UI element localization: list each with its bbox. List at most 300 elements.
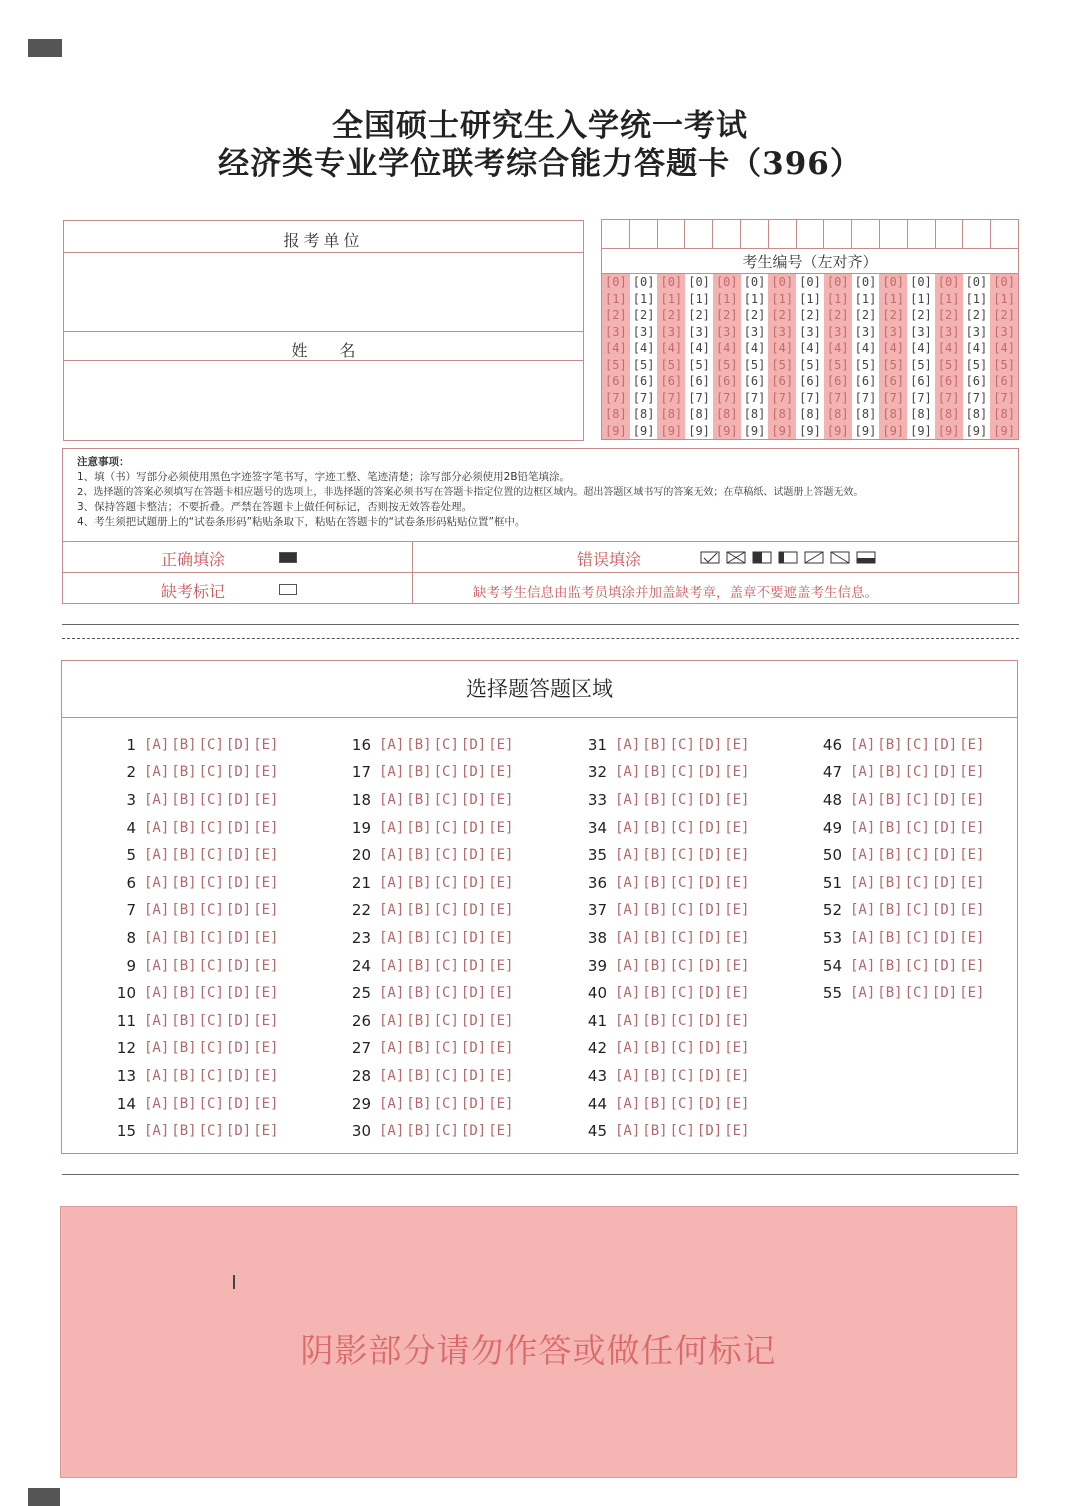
- exam-id-bubble[interactable]: [1]: [910, 291, 932, 306]
- answer-bubble[interactable]: [E]: [253, 902, 279, 919]
- answer-bubble[interactable]: [B]: [171, 819, 197, 836]
- answer-bubble[interactable]: [B]: [171, 764, 197, 781]
- exam-id-bubble[interactable]: [4]: [993, 341, 1015, 355]
- exam-id-bubble[interactable]: [8]: [826, 407, 849, 421]
- answer-bubble[interactable]: [B]: [642, 736, 668, 753]
- answer-bubble[interactable]: [E]: [253, 957, 279, 974]
- answer-bubble[interactable]: [A]: [850, 985, 876, 1002]
- answer-bubble[interactable]: [A]: [379, 791, 405, 808]
- exam-id-bubble[interactable]: [6]: [993, 374, 1015, 388]
- answer-bubble[interactable]: [A]: [144, 902, 170, 919]
- answer-bubble[interactable]: [E]: [959, 874, 985, 891]
- exam-id-bubble[interactable]: [1]: [965, 291, 988, 306]
- exam-id-bubble[interactable]: [4]: [771, 341, 794, 355]
- answer-bubble[interactable]: [E]: [253, 985, 279, 1002]
- answer-bubble[interactable]: [B]: [171, 929, 197, 946]
- exam-id-bubble[interactable]: [3]: [826, 324, 849, 339]
- exam-id-bubble[interactable]: [6]: [826, 374, 849, 388]
- exam-id-bubble[interactable]: [5]: [826, 357, 849, 372]
- answer-bubble[interactable]: [E]: [724, 874, 750, 891]
- answer-bubble[interactable]: [C]: [669, 985, 695, 1002]
- answer-bubble[interactable]: [E]: [488, 1095, 514, 1112]
- exam-id-bubble[interactable]: [0]: [993, 275, 1015, 289]
- exam-id-bubble[interactable]: [5]: [743, 357, 766, 372]
- answer-bubble[interactable]: [C]: [904, 736, 930, 753]
- exam-id-bubble[interactable]: [0]: [965, 275, 988, 289]
- exam-id-bubble[interactable]: [0]: [715, 275, 738, 289]
- answer-bubble[interactable]: [C]: [433, 736, 459, 753]
- answer-bubble[interactable]: [A]: [615, 1012, 641, 1029]
- answer-bubble[interactable]: [A]: [144, 1095, 170, 1112]
- answer-bubble[interactable]: [C]: [669, 736, 695, 753]
- exam-id-bubble[interactable]: [0]: [632, 275, 655, 289]
- exam-id-bubble[interactable]: [9]: [715, 423, 738, 438]
- answer-bubble[interactable]: [C]: [198, 819, 224, 836]
- answer-bubble[interactable]: [A]: [379, 929, 405, 946]
- answer-bubble[interactable]: [A]: [144, 929, 170, 946]
- exam-id-write-row[interactable]: [602, 220, 1018, 248]
- exam-id-bubble[interactable]: [7]: [799, 390, 821, 405]
- answer-bubble[interactable]: [D]: [225, 929, 252, 946]
- answer-bubble[interactable]: [D]: [460, 1040, 487, 1057]
- exam-id-bubble[interactable]: [4]: [854, 341, 877, 355]
- answer-bubble[interactable]: [A]: [615, 736, 641, 753]
- exam-id-bubble[interactable]: [6]: [910, 374, 932, 388]
- answer-bubble[interactable]: [C]: [904, 764, 930, 781]
- answer-bubble[interactable]: [E]: [724, 1123, 750, 1140]
- answer-bubble[interactable]: [C]: [198, 874, 224, 891]
- answer-bubble[interactable]: [D]: [696, 902, 723, 919]
- exam-id-bubble[interactable]: [1]: [715, 291, 738, 306]
- exam-id-bubble[interactable]: [1]: [937, 291, 960, 306]
- exam-id-bubble[interactable]: [7]: [771, 390, 794, 405]
- exam-id-bubble[interactable]: [7]: [910, 390, 932, 405]
- answer-bubble[interactable]: [D]: [696, 1067, 723, 1084]
- exam-id-bubble[interactable]: [2]: [743, 308, 766, 322]
- exam-id-bubble[interactable]: [0]: [910, 275, 932, 289]
- answer-bubble[interactable]: [C]: [433, 929, 459, 946]
- exam-id-bubble[interactable]: [0]: [743, 275, 766, 289]
- answer-bubble[interactable]: [D]: [931, 929, 958, 946]
- answer-bubble[interactable]: [B]: [642, 1095, 668, 1112]
- answer-bubble[interactable]: [D]: [460, 736, 487, 753]
- answer-bubble[interactable]: [A]: [379, 902, 405, 919]
- answer-bubble[interactable]: [C]: [669, 1095, 695, 1112]
- answer-bubble[interactable]: [B]: [171, 1012, 197, 1029]
- answer-bubble[interactable]: [C]: [433, 791, 459, 808]
- exam-id-bubble[interactable]: [6]: [715, 374, 738, 388]
- exam-id-bubble[interactable]: [9]: [993, 423, 1015, 438]
- exam-id-bubble[interactable]: [1]: [826, 291, 849, 306]
- exam-id-bubble[interactable]: [7]: [632, 390, 655, 405]
- answer-bubble[interactable]: [D]: [696, 1095, 723, 1112]
- answer-bubble[interactable]: [A]: [144, 847, 170, 864]
- exam-id-bubble[interactable]: [2]: [910, 308, 932, 322]
- answer-bubble[interactable]: [A]: [144, 736, 170, 753]
- exam-id-bubble[interactable]: [4]: [743, 341, 766, 355]
- answer-bubble[interactable]: [D]: [696, 1123, 723, 1140]
- exam-id-bubble[interactable]: [2]: [632, 308, 655, 322]
- exam-id-bubble[interactable]: [3]: [605, 324, 627, 339]
- answer-bubble[interactable]: [D]: [696, 1040, 723, 1057]
- answer-bubble[interactable]: [C]: [433, 1123, 459, 1140]
- answer-bubble[interactable]: [E]: [253, 929, 279, 946]
- answer-bubble[interactable]: [C]: [198, 957, 224, 974]
- answer-bubble[interactable]: [E]: [724, 1012, 750, 1029]
- answer-bubble[interactable]: [D]: [225, 764, 252, 781]
- exam-id-bubble[interactable]: [2]: [937, 308, 960, 322]
- answer-bubble[interactable]: [E]: [724, 819, 750, 836]
- exam-id-bubble[interactable]: [3]: [688, 324, 710, 339]
- answer-bubble[interactable]: [D]: [696, 1012, 723, 1029]
- exam-id-bubble[interactable]: [0]: [799, 275, 821, 289]
- answer-bubble[interactable]: [B]: [406, 847, 432, 864]
- exam-id-bubble[interactable]: [9]: [965, 423, 988, 438]
- exam-id-bubble[interactable]: [0]: [688, 275, 710, 289]
- exam-id-bubble[interactable]: [1]: [743, 291, 766, 306]
- answer-bubble[interactable]: [C]: [198, 902, 224, 919]
- answer-bubble[interactable]: [E]: [488, 791, 514, 808]
- exam-id-bubble[interactable]: [6]: [799, 374, 821, 388]
- answer-bubble[interactable]: [C]: [904, 985, 930, 1002]
- answer-bubble[interactable]: [A]: [379, 985, 405, 1002]
- answer-bubble[interactable]: [D]: [460, 957, 487, 974]
- answer-bubble[interactable]: [A]: [144, 874, 170, 891]
- exam-id-bubble[interactable]: [3]: [632, 324, 655, 339]
- answer-bubble[interactable]: [D]: [460, 902, 487, 919]
- answer-bubble[interactable]: [B]: [877, 902, 903, 919]
- answer-bubble[interactable]: [B]: [406, 1040, 432, 1057]
- exam-id-bubble[interactable]: [2]: [799, 308, 821, 322]
- answer-bubble[interactable]: [D]: [225, 736, 252, 753]
- answer-bubble[interactable]: [B]: [171, 985, 197, 1002]
- answer-bubble[interactable]: [E]: [724, 1067, 750, 1084]
- exam-id-bubble[interactable]: [2]: [715, 308, 738, 322]
- answer-bubble[interactable]: [B]: [877, 929, 903, 946]
- exam-id-bubble[interactable]: [8]: [715, 407, 738, 421]
- answer-bubble[interactable]: [E]: [253, 764, 279, 781]
- exam-id-bubble[interactable]: [8]: [882, 407, 905, 421]
- answer-bubble[interactable]: [C]: [904, 819, 930, 836]
- answer-bubble[interactable]: [E]: [959, 791, 985, 808]
- exam-id-bubble[interactable]: [8]: [854, 407, 877, 421]
- answer-bubble[interactable]: [B]: [171, 1040, 197, 1057]
- answer-bubble[interactable]: [D]: [696, 847, 723, 864]
- answer-bubble[interactable]: [E]: [253, 1123, 279, 1140]
- answer-bubble[interactable]: [B]: [171, 957, 197, 974]
- exam-id-bubble[interactable]: [3]: [660, 324, 683, 339]
- answer-bubble[interactable]: [A]: [144, 1040, 170, 1057]
- answer-bubble[interactable]: [E]: [488, 736, 514, 753]
- answer-bubble[interactable]: [C]: [669, 929, 695, 946]
- answer-bubble[interactable]: [C]: [198, 985, 224, 1002]
- answer-bubble[interactable]: [E]: [488, 929, 514, 946]
- answer-bubble[interactable]: [C]: [669, 1040, 695, 1057]
- exam-id-bubble[interactable]: [6]: [937, 374, 960, 388]
- exam-id-bubble[interactable]: [3]: [799, 324, 821, 339]
- answer-bubble[interactable]: [C]: [198, 791, 224, 808]
- exam-id-bubble[interactable]: [5]: [715, 357, 738, 372]
- answer-bubble[interactable]: [E]: [724, 985, 750, 1002]
- answer-bubble[interactable]: [D]: [460, 819, 487, 836]
- answer-bubble[interactable]: [D]: [696, 929, 723, 946]
- answer-bubble[interactable]: [D]: [696, 819, 723, 836]
- exam-id-bubble[interactable]: [8]: [743, 407, 766, 421]
- answer-bubble[interactable]: [C]: [669, 819, 695, 836]
- answer-bubble[interactable]: [B]: [877, 791, 903, 808]
- exam-id-bubble[interactable]: [9]: [660, 423, 683, 438]
- answer-bubble[interactable]: [E]: [959, 902, 985, 919]
- answer-bubble[interactable]: [D]: [931, 957, 958, 974]
- exam-id-bubble[interactable]: [5]: [660, 357, 683, 372]
- exam-id-bubble[interactable]: [2]: [993, 308, 1015, 322]
- answer-bubble[interactable]: [C]: [669, 764, 695, 781]
- exam-id-bubble[interactable]: [2]: [826, 308, 849, 322]
- answer-bubble[interactable]: [D]: [931, 874, 958, 891]
- exam-id-bubble[interactable]: [9]: [854, 423, 877, 438]
- exam-id-bubble[interactable]: [6]: [605, 374, 627, 388]
- answer-bubble[interactable]: [B]: [642, 1067, 668, 1084]
- exam-id-bubble[interactable]: [0]: [771, 275, 794, 289]
- answer-bubble[interactable]: [C]: [904, 874, 930, 891]
- answer-bubble[interactable]: [A]: [850, 764, 876, 781]
- answer-bubble[interactable]: [D]: [460, 847, 487, 864]
- exam-id-bubble[interactable]: [9]: [826, 423, 849, 438]
- answer-bubble[interactable]: [A]: [615, 1123, 641, 1140]
- answer-bubble[interactable]: [B]: [406, 1067, 432, 1084]
- answer-bubble[interactable]: [A]: [144, 957, 170, 974]
- exam-id-bubble[interactable]: [4]: [965, 341, 988, 355]
- answer-bubble[interactable]: [E]: [724, 902, 750, 919]
- answer-bubble[interactable]: [C]: [198, 1095, 224, 1112]
- answer-bubble[interactable]: [C]: [669, 1012, 695, 1029]
- answer-bubble[interactable]: [A]: [850, 847, 876, 864]
- exam-id-bubble[interactable]: [6]: [743, 374, 766, 388]
- exam-id-bubble[interactable]: [6]: [632, 374, 655, 388]
- exam-id-bubble[interactable]: [3]: [743, 324, 766, 339]
- answer-bubble[interactable]: [A]: [615, 764, 641, 781]
- answer-bubble[interactable]: [D]: [225, 1040, 252, 1057]
- answer-bubble[interactable]: [A]: [615, 1040, 641, 1057]
- answer-bubble[interactable]: [A]: [379, 764, 405, 781]
- answer-bubble[interactable]: [E]: [253, 736, 279, 753]
- answer-bubble[interactable]: [D]: [225, 874, 252, 891]
- answer-bubble[interactable]: [B]: [171, 1123, 197, 1140]
- answer-bubble[interactable]: [B]: [406, 985, 432, 1002]
- answer-bubble[interactable]: [D]: [460, 985, 487, 1002]
- answer-bubble[interactable]: [A]: [379, 736, 405, 753]
- answer-bubble[interactable]: [C]: [198, 1123, 224, 1140]
- exam-id-bubble[interactable]: [7]: [605, 390, 627, 405]
- answer-bubble[interactable]: [A]: [379, 1012, 405, 1029]
- answer-bubble[interactable]: [B]: [406, 874, 432, 891]
- exam-id-bubble[interactable]: [5]: [910, 357, 932, 372]
- exam-id-bubble[interactable]: [5]: [882, 357, 905, 372]
- answer-bubble[interactable]: [B]: [642, 764, 668, 781]
- exam-id-bubble[interactable]: [3]: [937, 324, 960, 339]
- exam-id-bubble[interactable]: [8]: [632, 407, 655, 421]
- answer-bubble[interactable]: [C]: [669, 847, 695, 864]
- answer-bubble[interactable]: [B]: [642, 957, 668, 974]
- answer-bubble[interactable]: [B]: [406, 791, 432, 808]
- answer-bubble[interactable]: [D]: [225, 985, 252, 1002]
- exam-id-bubble[interactable]: [1]: [993, 291, 1015, 306]
- answer-bubble[interactable]: [E]: [253, 1067, 279, 1084]
- exam-id-bubble[interactable]: [5]: [854, 357, 877, 372]
- answer-bubble[interactable]: [D]: [225, 791, 252, 808]
- answer-bubble[interactable]: [B]: [406, 902, 432, 919]
- answer-bubble[interactable]: [A]: [850, 736, 876, 753]
- answer-bubble[interactable]: [B]: [877, 819, 903, 836]
- answer-bubble[interactable]: [C]: [433, 1012, 459, 1029]
- exam-id-bubble[interactable]: [3]: [854, 324, 877, 339]
- exam-id-bubble[interactable]: [7]: [743, 390, 766, 405]
- exam-id-bubble[interactable]: [1]: [605, 291, 627, 306]
- answer-bubble[interactable]: [A]: [144, 764, 170, 781]
- answer-bubble[interactable]: [E]: [253, 1040, 279, 1057]
- exam-id-bubble[interactable]: [7]: [660, 390, 683, 405]
- answer-bubble[interactable]: [A]: [615, 929, 641, 946]
- answer-bubble[interactable]: [E]: [488, 902, 514, 919]
- answer-bubble[interactable]: [D]: [225, 847, 252, 864]
- exam-id-bubble[interactable]: [9]: [771, 423, 794, 438]
- answer-bubble[interactable]: [A]: [850, 929, 876, 946]
- exam-id-bubble[interactable]: [3]: [771, 324, 794, 339]
- answer-bubble[interactable]: [A]: [144, 1067, 170, 1084]
- exam-id-bubble[interactable]: [9]: [688, 423, 710, 438]
- answer-bubble[interactable]: [A]: [379, 819, 405, 836]
- answer-bubble[interactable]: [B]: [171, 874, 197, 891]
- exam-id-bubble[interactable]: [9]: [910, 423, 932, 438]
- answer-bubble[interactable]: [A]: [144, 1012, 170, 1029]
- answer-bubble[interactable]: [E]: [253, 791, 279, 808]
- answer-bubble[interactable]: [B]: [877, 957, 903, 974]
- exam-id-bubble[interactable]: [4]: [688, 341, 710, 355]
- exam-id-bubble[interactable]: [2]: [882, 308, 905, 322]
- exam-id-bubble[interactable]: [4]: [799, 341, 821, 355]
- answer-bubble[interactable]: [B]: [642, 847, 668, 864]
- answer-bubble[interactable]: [E]: [253, 874, 279, 891]
- answer-bubble[interactable]: [D]: [225, 1067, 252, 1084]
- answer-bubble[interactable]: [C]: [433, 1067, 459, 1084]
- answer-bubble[interactable]: [E]: [488, 1123, 514, 1140]
- answer-bubble[interactable]: [B]: [171, 847, 197, 864]
- answer-bubble[interactable]: [D]: [460, 791, 487, 808]
- answer-bubble[interactable]: [C]: [198, 929, 224, 946]
- exam-id-bubble[interactable]: [4]: [715, 341, 738, 355]
- answer-bubble[interactable]: [C]: [433, 764, 459, 781]
- answer-bubble[interactable]: [E]: [488, 764, 514, 781]
- exam-id-bubble[interactable]: [5]: [799, 357, 821, 372]
- answer-bubble[interactable]: [B]: [171, 1095, 197, 1112]
- exam-id-bubble[interactable]: [1]: [882, 291, 905, 306]
- exam-id-bubble[interactable]: [2]: [854, 308, 877, 322]
- absent-mark-box[interactable]: [279, 584, 297, 595]
- answer-bubble[interactable]: [B]: [642, 985, 668, 1002]
- exam-id-bubble[interactable]: [2]: [688, 308, 710, 322]
- answer-bubble[interactable]: [C]: [198, 736, 224, 753]
- answer-bubble[interactable]: [C]: [669, 902, 695, 919]
- answer-bubble[interactable]: [E]: [724, 736, 750, 753]
- answer-bubble[interactable]: [B]: [406, 819, 432, 836]
- answer-bubble[interactable]: [B]: [171, 736, 197, 753]
- exam-id-bubble[interactable]: [5]: [937, 357, 960, 372]
- answer-bubble[interactable]: [B]: [642, 1123, 668, 1140]
- exam-id-bubble[interactable]: [4]: [937, 341, 960, 355]
- exam-id-bubble[interactable]: [7]: [993, 390, 1015, 405]
- exam-id-bubble[interactable]: [3]: [965, 324, 988, 339]
- exam-id-bubble[interactable]: [6]: [688, 374, 710, 388]
- exam-id-bubble[interactable]: [9]: [743, 423, 766, 438]
- exam-id-bubble[interactable]: [6]: [882, 374, 905, 388]
- answer-bubble[interactable]: [B]: [877, 847, 903, 864]
- answer-bubble[interactable]: [A]: [850, 819, 876, 836]
- answer-bubble[interactable]: [A]: [379, 1067, 405, 1084]
- answer-bubble[interactable]: [C]: [904, 957, 930, 974]
- answer-bubble[interactable]: [E]: [959, 736, 985, 753]
- exam-id-bubble[interactable]: [6]: [965, 374, 988, 388]
- answer-bubble[interactable]: [C]: [198, 847, 224, 864]
- exam-id-bubble[interactable]: [5]: [688, 357, 710, 372]
- answer-bubble[interactable]: [D]: [931, 791, 958, 808]
- exam-id-bubble[interactable]: [0]: [660, 275, 683, 289]
- answer-bubble[interactable]: [A]: [615, 847, 641, 864]
- answer-bubble[interactable]: [A]: [615, 902, 641, 919]
- answer-bubble[interactable]: [A]: [615, 1067, 641, 1084]
- answer-bubble[interactable]: [A]: [379, 1095, 405, 1112]
- exam-id-bubble[interactable]: [8]: [910, 407, 932, 421]
- answer-bubble[interactable]: [A]: [144, 819, 170, 836]
- answer-bubble[interactable]: [C]: [904, 902, 930, 919]
- answer-bubble[interactable]: [A]: [144, 1123, 170, 1140]
- answer-bubble[interactable]: [E]: [724, 1040, 750, 1057]
- answer-bubble[interactable]: [A]: [850, 902, 876, 919]
- exam-id-bubble[interactable]: [8]: [688, 407, 710, 421]
- answer-bubble[interactable]: [A]: [615, 819, 641, 836]
- answer-bubble[interactable]: [C]: [904, 847, 930, 864]
- exam-id-bubble[interactable]: [1]: [771, 291, 794, 306]
- answer-bubble[interactable]: [B]: [877, 874, 903, 891]
- exam-id-bubble[interactable]: [6]: [854, 374, 877, 388]
- exam-id-bubble[interactable]: [6]: [771, 374, 794, 388]
- answer-bubble[interactable]: [C]: [669, 1123, 695, 1140]
- exam-id-bubble[interactable]: [2]: [605, 308, 627, 322]
- answer-bubble[interactable]: [E]: [253, 819, 279, 836]
- answer-bubble[interactable]: [C]: [904, 791, 930, 808]
- answer-bubble[interactable]: [C]: [669, 874, 695, 891]
- exam-id-bubble[interactable]: [4]: [826, 341, 849, 355]
- answer-bubble[interactable]: [B]: [642, 819, 668, 836]
- exam-id-bubble[interactable]: [2]: [660, 308, 683, 322]
- answer-bubble[interactable]: [C]: [198, 1012, 224, 1029]
- answer-bubble[interactable]: [E]: [488, 1040, 514, 1057]
- answer-bubble[interactable]: [E]: [488, 847, 514, 864]
- exam-id-bubble[interactable]: [0]: [605, 275, 627, 289]
- answer-bubble[interactable]: [E]: [724, 791, 750, 808]
- answer-bubble[interactable]: [D]: [931, 764, 958, 781]
- answer-bubble[interactable]: [A]: [615, 874, 641, 891]
- answer-bubble[interactable]: [D]: [225, 1095, 252, 1112]
- answer-bubble[interactable]: [B]: [406, 929, 432, 946]
- exam-id-bubble[interactable]: [1]: [688, 291, 710, 306]
- exam-id-bubble[interactable]: [8]: [605, 407, 627, 421]
- exam-id-bubble[interactable]: [5]: [605, 357, 627, 372]
- answer-bubble[interactable]: [D]: [931, 819, 958, 836]
- answer-bubble[interactable]: [D]: [931, 902, 958, 919]
- exam-id-bubble[interactable]: [1]: [854, 291, 877, 306]
- exam-id-bubble[interactable]: [8]: [660, 407, 683, 421]
- exam-id-bubble[interactable]: [0]: [854, 275, 877, 289]
